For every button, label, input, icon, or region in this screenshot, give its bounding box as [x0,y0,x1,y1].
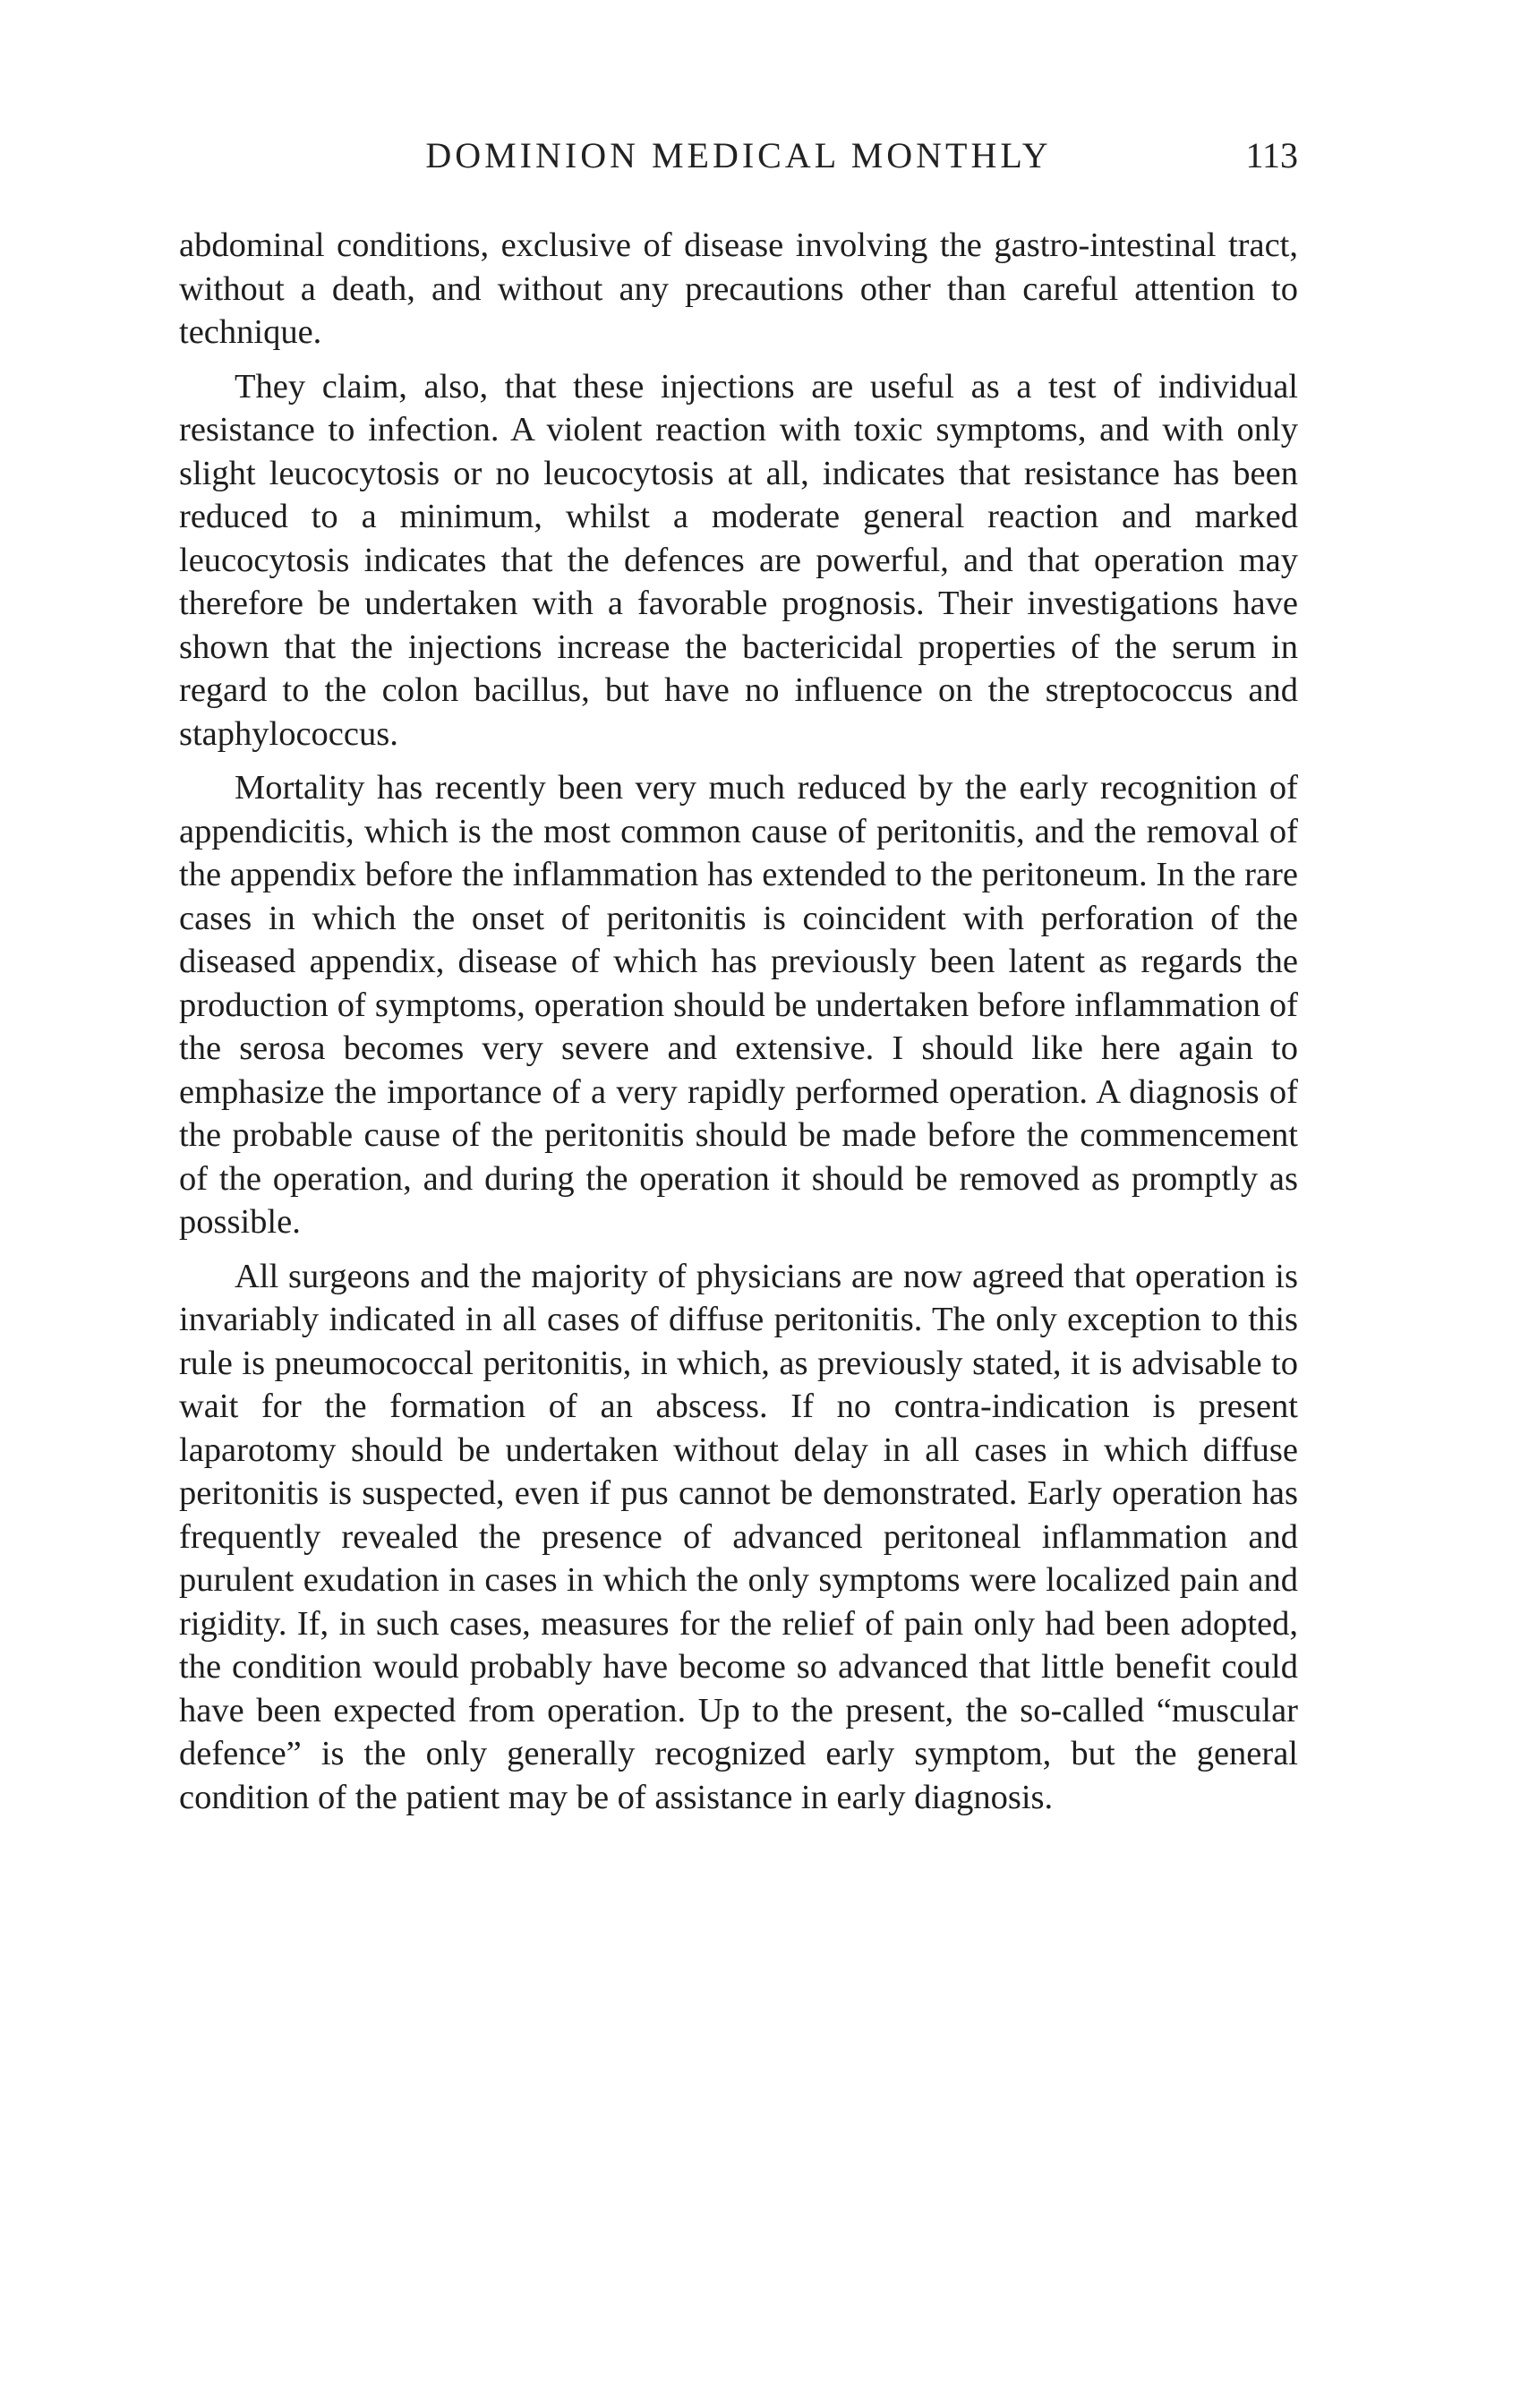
paragraph-mortality-appendicitis: Mortality has recently been very much reduced by the early recognition of appendicitis, which is the most common cause of peritonitis, and the removal of the appendix before the inflammation has extended to the peritoneum. In the rare cases in which the onset of peritonitis is coincident with perforation of the diseased appendix, disease of which has previously been latent as regards the production of symptoms, operation should be undertaken before inflammation of the serosa becomes very severe and extensive. I should like here again to emphasize the importance of a very rapidly performed operation. A diagnosis of the probable cause of the peritonitis should be made before the commencement of the operation, and during the operation it should be removed as promptly as possible. [179,769,1298,1241]
running-head [179,134,1298,188]
journal-title: DOMINION MEDICAL MONTHLY [425,135,1052,175]
page-number: 113 [1245,135,1298,175]
body-text [179,224,1298,1830]
paragraph-operation-indicated: All surgeons and the majority of physicians are now agreed that operation is invariably indicated in all cases of diffuse peritonitis. The only exception to this rule is pneumococcal peritonitis, in which, as previously stated, it is advisable to wait for the formation of an abscess. If no contra-indication is present laparotomy should be undertaken without delay in all cases in which diffuse peritonitis is suspected, even if pus cannot be demonstrated. Early operation has frequently revealed the presence of advanced peritoneal inflammation and purulent exudation in cases in which the only symptoms were localized pain and rigidity. If, in such cases, measures for the relief of pain only had been adopted, the condition would probably have become so advanced that little benefit could have been expected from operation. Up to the present, the so-called “muscular defence” is the only generally recognized early symptom, but the general condition of the patient may be of assistance in early diagnosis. [179,1257,1298,1816]
paragraph-injections-resistance: They claim, also, that these injections are useful as a test of individual resistance to infection. A violent reaction with toxic symptoms, and with only slight leucocytosis or no leucocytosis at all, indicates that resistance has been reduced to a minimum, whilst a moderate general reaction and marked leucocytosis indicates that the defences are powerful, and that operation may therefore be undertaken with a favorable prognosis. Their investigations have shown that the injections increase the bactericidal properties of the serum in regard to the colon bacillus, but have no influence on the streptococcus and staphylococcus. [179,367,1298,753]
paragraph-continued: abdominal conditions, exclusive of disease involving the gastro-intestinal tract, without a death, and without any precautions other than careful attention to technique. [179,226,1298,351]
